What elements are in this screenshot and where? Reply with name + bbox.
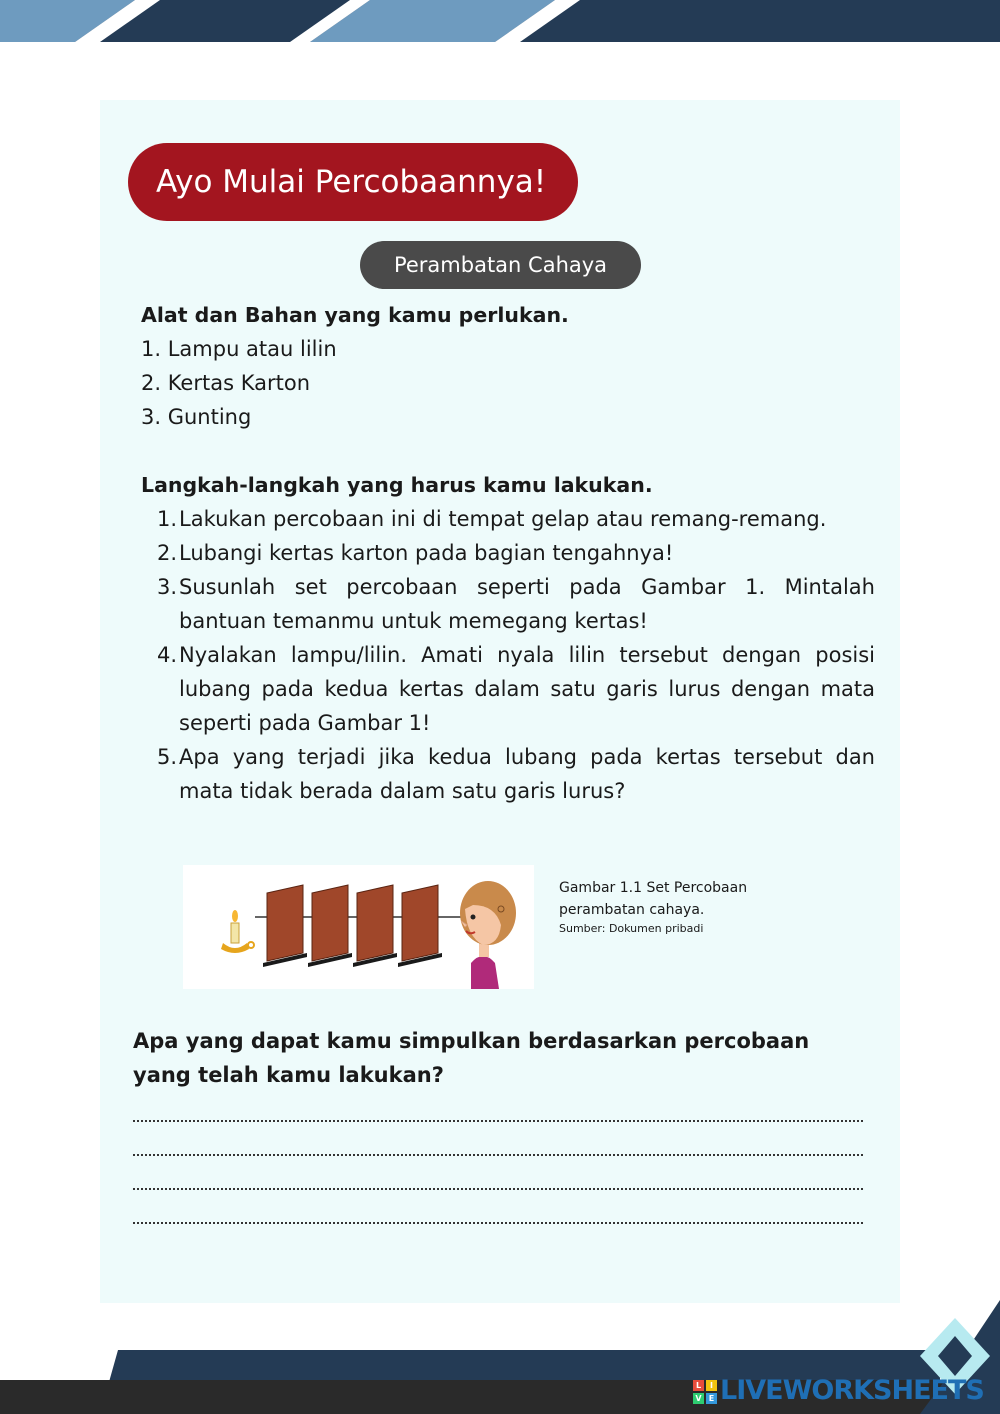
step-item (141, 740, 875, 808)
top-banner (0, 0, 1000, 42)
answer-line[interactable] (133, 1222, 863, 1224)
step-item (141, 536, 875, 570)
step-number: 3. (156, 575, 177, 599)
brand-logo-icon: L I V E (693, 1380, 717, 1404)
step-number: 1. (156, 507, 177, 531)
figure-caption-line2: perambatan cahaya. (559, 902, 705, 918)
experiment-illustration (183, 865, 534, 989)
answer-line[interactable] (133, 1188, 863, 1190)
step-number: 2. (156, 541, 177, 565)
figure-caption-line1: Gambar 1.1 Set Percobaan (559, 880, 748, 896)
step-text: Nyalakan lampu/lilin. Amati nyala lilin tersebut dengan posisi lubang pada kedua kertas dalam satu garis lurus dengan mata seperti pada Gambar 1! (179, 643, 875, 735)
material-item: 3. Gunting (141, 405, 252, 429)
step-item (141, 638, 875, 740)
step-item (141, 570, 875, 638)
answer-line[interactable] (133, 1154, 863, 1156)
page-title: Ayo Mulai Percobaannya! (128, 143, 578, 221)
materials-heading: Alat dan Bahan yang kamu perlukan. (141, 303, 569, 327)
material-item: 2. Kertas Karton (141, 371, 311, 395)
step-number: 4. (156, 643, 177, 667)
brand-logo[interactable] (693, 1375, 993, 1405)
section-subtitle: Perambatan Cahaya (360, 241, 641, 289)
step-text: Lubangi kertas karton pada bagian tengahnya! (179, 541, 674, 565)
material-item: 1. Lampu atau lilin (141, 337, 337, 361)
step-text: Apa yang terjadi jika kedua lubang pada kertas tersebut dan mata tidak berada dalam satu garis lurus? (179, 745, 875, 803)
conclusion-question: Apa yang dapat kamu simpulkan berdasarkan percobaan yang telah kamu lakukan? (133, 1029, 810, 1087)
steps-list (141, 502, 875, 808)
answer-line[interactable] (133, 1120, 863, 1122)
step-text: Susunlah set percobaan seperti pada Gambar 1. Mintalah bantuan temanmu untuk memegang kertas! (179, 575, 875, 633)
figure-source: Sumber: Dokumen pribadi (559, 922, 704, 935)
step-item (141, 502, 875, 536)
step-number: 5. (156, 745, 177, 769)
steps-heading: Langkah-langkah yang harus kamu lakukan. (141, 473, 653, 497)
step-text: Lakukan percobaan ini di tempat gelap atau remang-remang. (179, 507, 827, 531)
brand-name: LIVEWORKSHEETS (720, 1375, 984, 1406)
